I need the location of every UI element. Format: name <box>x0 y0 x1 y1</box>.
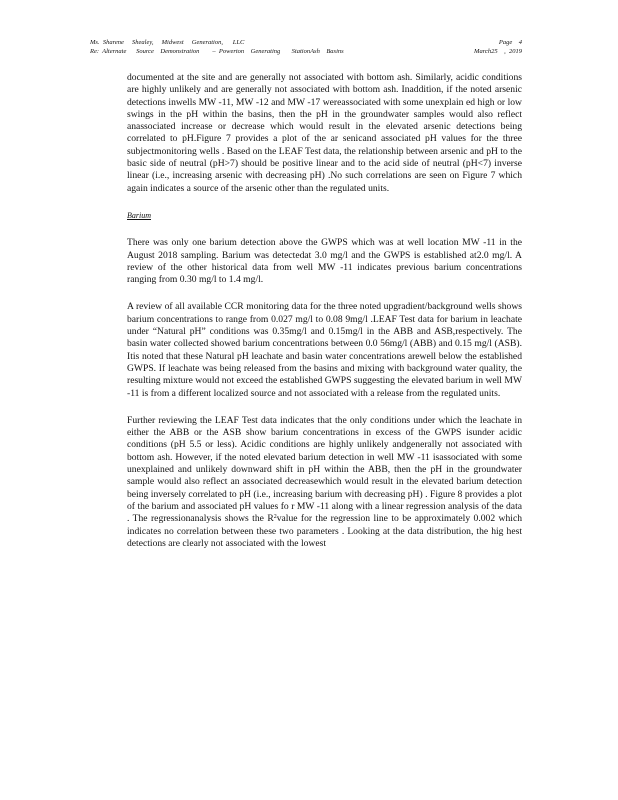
letter-date: March25 , 2019 <box>474 48 522 55</box>
paragraph-background-wells: A review of all available CCR monitoring data for the three noted upgradient/background wells shows barium concentrations to range from 0.027 mg/l to 0.08 9mg/l .LEAF Test data for barium in leachate under “Natural pH” conditions was 0.35mg/l and 0.15mg/l in the ABB and ASB,respectively. The basin water collected showed barium concentrations between 0.0 56mg/l (ABB) and 0.15 mg/l (ASB). Itis noted that these Natural pH leachate and basin water concentrations arewell below the established GWPS. If leachate was being released from the basins and mixing with background water quality, the resulting mixture would not exceed the established GWPS suggesting the elevated barium in well MW -11 is from a different localized source and not associated with a release from the regulated units. <box>127 301 522 399</box>
page-body <box>127 72 522 565</box>
header-subject: Re: Alternate Source Demonstration – Powerton Generating StationAsh Basins <box>90 48 344 55</box>
letter-header-left <box>90 38 420 56</box>
header-recipient: Ms. Sharene Shealey, Midwest Generation, LLC <box>90 39 245 46</box>
paragraph-arsenic-continued: documented at the site and are generally not associated with bottom ash. Similarly, acidic conditions are highly unlikely and are generally not associated with bottom ash. Inaddition, if the noted arsenic detections inwells MW -11, MW -12 and MW -17 wereassociated with some unexplain ed high or low swings in the pH within the basins, then the pH in the groundwater samples would also reflect anassociated increase or decrease which would result in the elevated arsenic detections being correlated to pH.Figure 7 provides a plot of the ar senicand associated pH values for the three subjectmonitoring wells . Based on the LEAF Test data, the relationship between arsenic and pH to the basic side of neutral (pH>7) should be positive linear and to the acid side of neutral (pH<7) inverse linear (i.e., increasing arsenic with decreasing pH) .No such correlations are seen on Figure 7 which again indicates a source of the arsenic other than the regulated units. <box>127 72 522 194</box>
page-number: Page 4 <box>498 39 522 46</box>
paragraph-leaf-test <box>127 415 522 550</box>
paragraph-leaf-test-part2: value for the regression line to be approximately 0.002 which indicates no correlation between these two parameters . Looking at the data distribution, the hig hest detections are clearly not associated with the lowest <box>127 513 523 549</box>
section-heading-barium: Barium <box>127 210 151 220</box>
paragraph-barium-detection: There was only one barium detection above the GWPS which was at well location MW -11 in the August 2018 sampling. Barium was detectedat 3.0 mg/l and the GWPS is established at2.0 mg/l. A review of the other historical data from well MW -11 indicates previous barium concentrations ranging from 0.30 mg/l to 1.4 mg/l. <box>127 237 522 286</box>
paragraph-leaf-test-part1: Further reviewing the LEAF Test data indicates that the only conditions under which the leachate in either the ABB or the ASB show barium concentrations in excess of the GWPS isunder acidic conditions (pH 5.5 or less). Acidic conditions are highly unlikely andgenerally not associated with bottom ash. However, if the noted elevated barium detection in well MW -11 isassociated with some unexplained and unlikely downward shift in pH within the ABB, then the pH in the groundwater sample would also reflect an associated decreasewhich would result in the elevated barium detection being inversely correlated to pH (i.e., increasing barium with decreasing pH) . Figure 8 provides a plot of the barium and associated pH values fo r MW -11 along with a linear regression analysis of the data . The regressionanalysis shows the R <box>127 414 522 525</box>
r-squared-superscript: 2 <box>273 514 277 521</box>
letter-header-right <box>402 38 522 56</box>
